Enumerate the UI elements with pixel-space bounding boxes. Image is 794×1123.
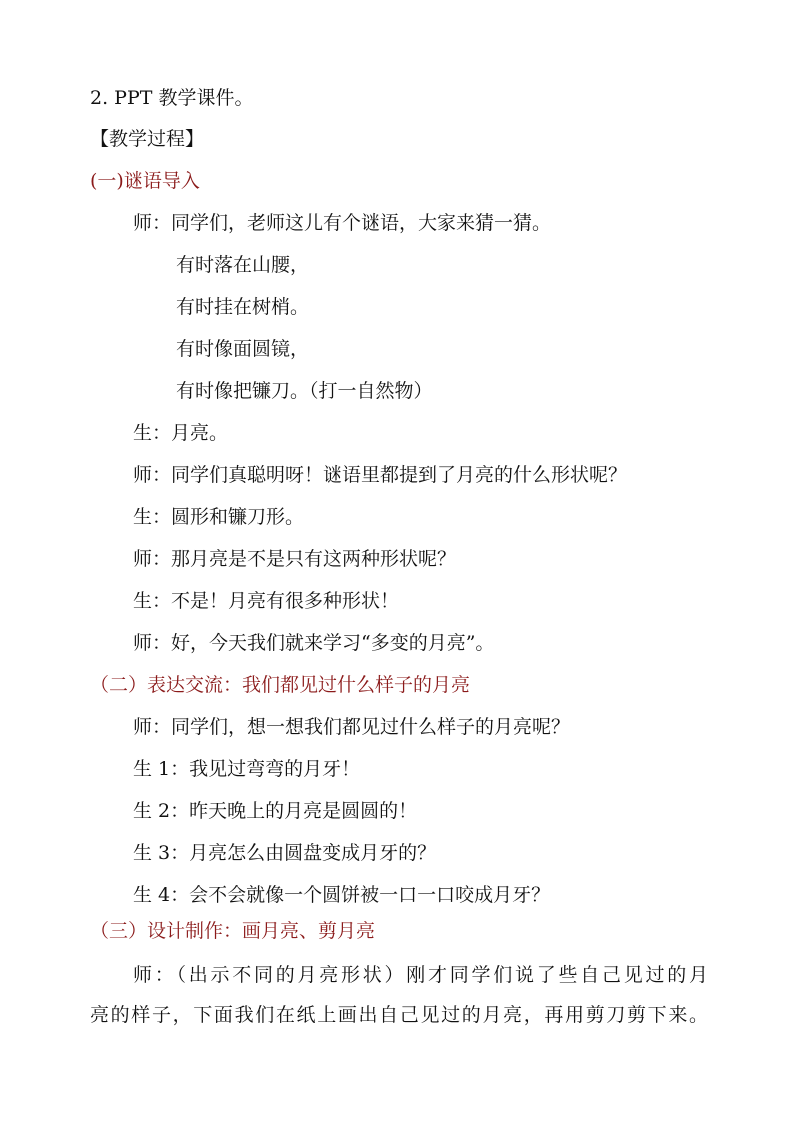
riddle-line: 有时像把镰刀。（打一自然物） — [176, 380, 433, 402]
dialogue-line: 生 3：月亮怎么由圆盘变成月牙的？ — [133, 842, 437, 864]
paragraph-line: 师：（出示不同的月亮形状）刚才同学们说了些自己见过的月 — [133, 964, 708, 986]
riddle-line: 有时像面圆镜， — [176, 338, 310, 360]
dialogue-line: 生 4：会不会就像一个圆饼被一口一口咬成月牙？ — [133, 884, 551, 906]
dialogue-line: 生 1：我见过弯弯的月牙！ — [133, 758, 361, 780]
dialogue-line: 生 2：昨天晚上的月亮是圆圆的！ — [133, 800, 418, 822]
dialogue-line: 师：同学们，老师这儿有个谜语，大家来猜一猜。 — [133, 212, 552, 234]
materials-item-2: 2. PPT 教学课件。 — [90, 87, 254, 109]
subheading-design-making: （三）设计制作：画月亮、剪月亮 — [90, 920, 376, 942]
subheading-riddle-intro: (一)谜语导入 — [90, 170, 200, 192]
subheading-expression-exchange: （二）表达交流：我们都见过什么样子的月亮 — [90, 674, 471, 696]
riddle-line: 有时落在山腰， — [176, 254, 310, 276]
dialogue-line: 师：那月亮是不是只有这两种形状呢？ — [133, 548, 457, 570]
dialogue-line: 师：同学们真聪明呀！谜语里都提到了月亮的什么形状呢？ — [133, 464, 628, 486]
paragraph-line: 亮的样子，下面我们在纸上画出自己见过的月亮，再用剪刀剪下来。 — [90, 1004, 708, 1026]
dialogue-line: 师：好，今天我们就来学习“多变的月亮”。 — [133, 632, 495, 654]
dialogue-line: 师：同学们，想一想我们都见过什么样子的月亮呢？ — [133, 716, 571, 738]
dialogue-line: 生：月亮。 — [133, 422, 229, 444]
dialogue-line: 生：圆形和镰刀形。 — [133, 506, 305, 528]
dialogue-line: 生：不是！月亮有很多种形状！ — [133, 590, 400, 612]
riddle-line: 有时挂在树梢。 — [176, 296, 310, 318]
section-heading-teaching-process: 【教学过程】 — [90, 128, 205, 150]
